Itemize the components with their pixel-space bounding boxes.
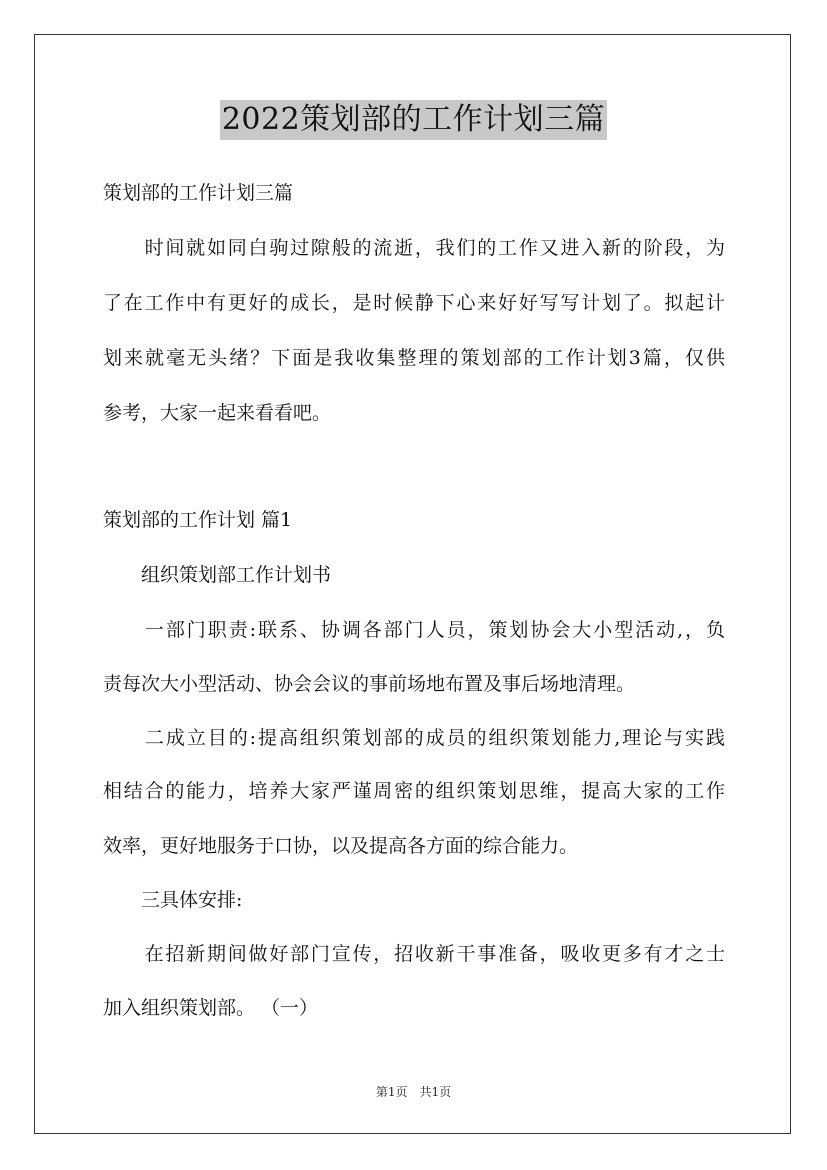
duty-line-2: 责每次大小型活动、协会会议的事前场地布置及事后场地清理。 [103,673,636,695]
duty-line-1: 一部门职责:联系、协调各部门人员，策划协会大小型活动,，负 [103,619,725,641]
arrangement-line-1: 在招新期间做好部门宣传，招收新干事准备，吸收更多有才之士 [103,943,725,965]
intro-line-4: 参考，大家一起来看看吧。 [103,402,332,424]
plan-doc-title: 组织策划部工作计划书 [103,564,332,586]
purpose-line-3: 效率，更好地服务于口协，以及提高各方面的综合能力。 [103,835,579,857]
document-subtitle: 策划部的工作计划三篇 [103,182,294,204]
purpose-line-2: 相结合的能力，培养大家严谨周密的组织策划思维，提高大家的工作 [103,780,725,802]
purpose-line-1: 二成立目的:提高组织策划部的成员的组织策划能力,理论与实践 [103,727,725,749]
section-heading: 策划部的工作计划 篇1 [103,509,293,531]
page-footer: 第1页 共1页 [375,1085,452,1099]
intro-line-1: 时间就如同白驹过隙般的流逝，我们的工作又进入新的阶段，为 [103,237,725,259]
arrangement-line-2: 加入组织策划部。 （一） [103,997,319,1019]
intro-line-3: 划来就毫无头绪？下面是我收集整理的策划部的工作计划3篇，仅供 [103,347,725,369]
arrangement-heading: 三具体安排: [103,889,243,911]
intro-line-2: 了在工作中有更好的成长，是时候静下心来好好写写计划了。拟起计 [103,292,725,314]
title-container [0,100,827,140]
page-title: 2022策划部的工作计划三篇 [220,100,607,140]
